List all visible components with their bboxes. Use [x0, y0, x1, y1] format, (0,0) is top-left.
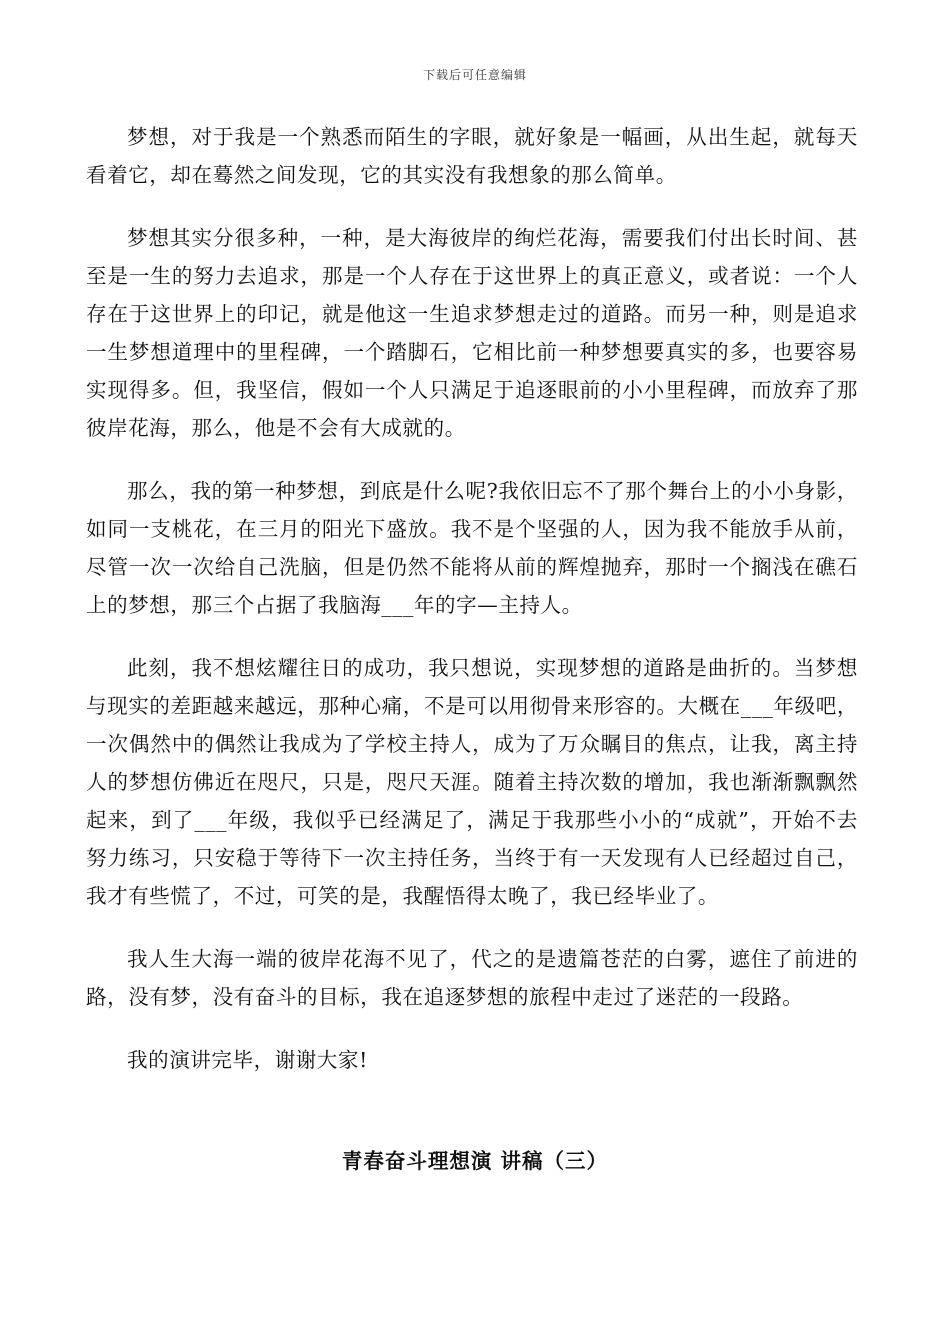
page-header: 下载后可任意编辑 — [422, 68, 527, 82]
paragraph: 梦想，对于我是一个熟悉而陌生的字眼，就好象是一幅画，从出生起，就每天看着它，却在蓦然之间发现，它的其实没有我想象的那么简单。 — [86, 125, 858, 187]
paragraph: 我人生大海一端的彼岸花海不见了，代之的是遗篇苍茫的白雾，遮住了前进的路，没有梦，没有奋斗的目标，我在追逐梦想的旅程中走过了迷茫的一段路。 — [86, 947, 858, 1009]
paragraph: 此刻，我不想炫耀往日的成功，我只想说，实现梦想的道路是曲折的。当梦想与现实的差距越来越远，那种心痛，不是可以用彻骨来形容的。大概在___年级吧，一次偶然中的偶然让我成为了学校主持人，成为了万众瞩目的焦点，让我，离主持人的梦想仿佛近在咫尺，只是，咫尺天涯。随着主持次数的增加，我也渐渐飘飘然起来，到了___年级，我似乎已经满足了，满足于我那些小小的“成就”，开始不去努力练习，只安稳于等待下一次主持任务，当终于有一天发现有人已经超过自己，我才有些慌了，不过，可笑的是，我醒悟得太晚了，我已经毕业了。 — [86, 656, 858, 908]
paragraph: 梦想其实分很多种，一种，是大海彼岸的绚烂花海，需要我们付出长时间、甚至是一生的努力去追求，那是一个人存在于这世界上的真正意义，或者说：一个人存在于这世界上的印记，就是他这一生追求梦想走过的道路。而另一种，则是追求一生梦想道理中的里程碑，一个踏脚石，它相比前一种梦想要真实的多，也要容易实现得多。但，我坚信，假如一个人只满足于追逐眼前的小小里程碑，而放弃了那彼岸花海，那么，他是不会有大成就的。 — [86, 226, 858, 440]
section-title: 青春奋斗理想演 讲稿（三） — [341, 1149, 609, 1173]
paragraph: 那么，我的第一种梦想，到底是什么呢?我依旧忘不了那个舞台上的小小身影，如同一支桃花，在三月的阳光下盛放。我不是个坚强的人，因为我不能放手从前，尽管一次一次给自己洗脑，但是仍然不能将从前的辉煌抛弃，那时一个搁浅在礁石上的梦想，那三个占据了我脑海___年的字—主持人。 — [86, 479, 858, 617]
paragraph: 我的演讲完毕，谢谢大家! — [127, 1048, 368, 1072]
document-body — [86, 118, 858, 1104]
